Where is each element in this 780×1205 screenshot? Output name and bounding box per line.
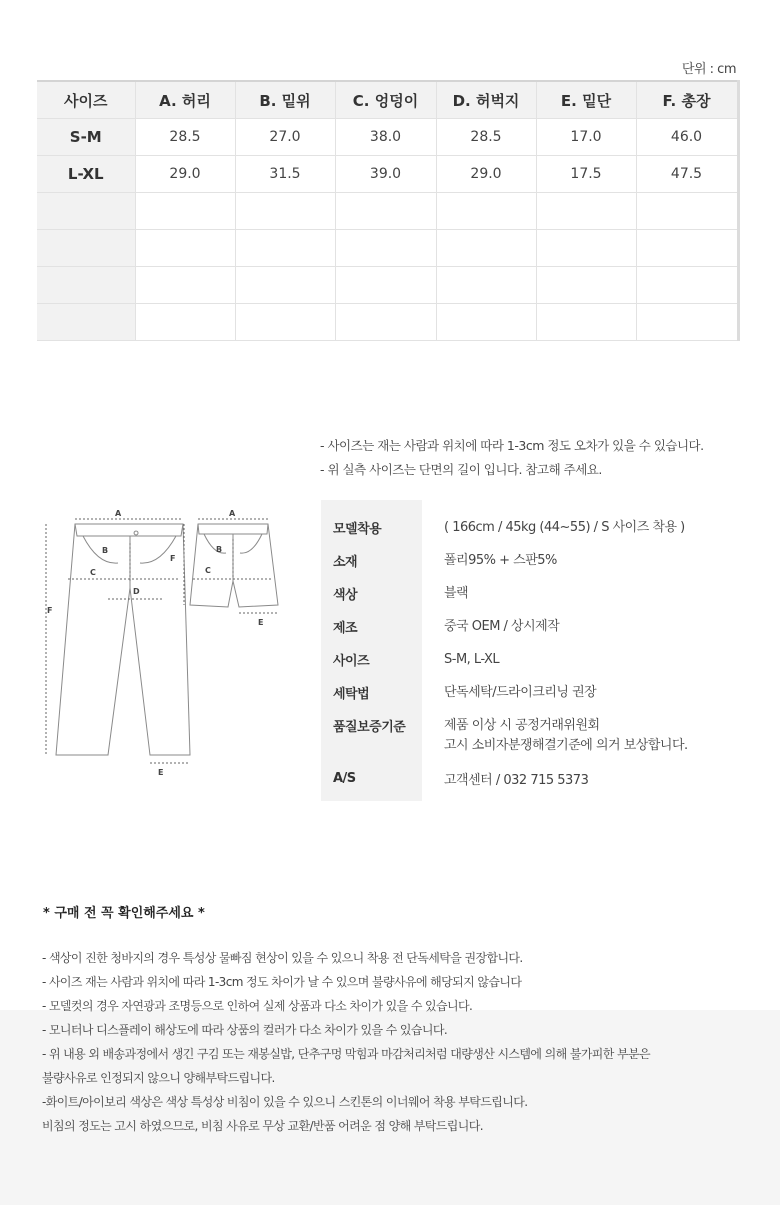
empty-cell <box>335 193 436 230</box>
empty-cell <box>135 267 235 304</box>
empty-cell <box>235 230 335 267</box>
empty-cell <box>235 193 335 230</box>
warranty-line: 제품 이상 시 공정거래위원회 <box>444 718 600 733</box>
info-value: 폴리95% + 스판5% <box>444 553 557 568</box>
empty-table-row <box>37 230 738 267</box>
table-header-row <box>37 81 738 119</box>
header-length: F. 총장 <box>636 81 738 119</box>
empty-table-row <box>37 304 738 341</box>
header-size: 사이즈 <box>37 81 135 119</box>
shorts-pocket <box>204 534 226 553</box>
notice-line: 불량사유로 인정되지 않으니 양해부탁드립니다. <box>42 1071 275 1085</box>
info-value: 블랙 <box>444 586 469 601</box>
size-note: - 위 실측 사이즈는 단면의 길이 입니다. 참고해 주세요. <box>320 462 602 477</box>
info-label: A/S <box>333 771 356 786</box>
empty-cell <box>536 193 636 230</box>
info-value: 고객센터 / 032 715 5373 <box>444 773 589 788</box>
table-cell: 28.5 <box>135 119 235 156</box>
info-value: 단독세탁/드라이크리닝 권장 <box>444 685 597 700</box>
notice-title: * 구매 전 꼭 확인해주세요 * <box>43 906 205 921</box>
info-label: 사이즈 <box>333 654 370 669</box>
empty-cell <box>636 193 738 230</box>
table-cell: 17.0 <box>536 119 636 156</box>
empty-cell <box>135 304 235 341</box>
table-cell: 47.5 <box>636 156 738 193</box>
table-cell: 31.5 <box>235 156 335 193</box>
shorts-outline <box>190 524 278 607</box>
empty-cell <box>37 267 135 304</box>
empty-cell <box>436 267 536 304</box>
info-value <box>444 716 688 756</box>
info-label: 색상 <box>333 588 358 603</box>
unit-label: 단위 : cm <box>681 62 736 77</box>
header-hip: C. 엉덩이 <box>335 81 436 119</box>
notice-line: - 색상이 진한 청바지의 경우 특성상 물빠짐 현상이 있을 수 있으니 착용 전 단독세탁을 권장합니다. <box>42 951 523 965</box>
size-label: S-M <box>37 119 135 156</box>
pants-label-a: A <box>115 509 122 518</box>
empty-table-row <box>37 193 738 230</box>
empty-table-row <box>37 267 738 304</box>
table-cell: 29.0 <box>436 156 536 193</box>
info-value: ( 166cm / 45kg (44~55) / S 사이즈 착용 ) <box>444 520 685 535</box>
pants-button <box>134 531 138 535</box>
shorts-pocket <box>240 534 262 553</box>
table-row <box>37 156 738 193</box>
product-info <box>321 500 741 801</box>
pants-pocket <box>83 536 118 563</box>
shorts-label-e: E <box>258 618 264 627</box>
warranty-line: 고시 소비자분쟁해결기준에 의거 보상합니다. <box>444 738 688 753</box>
table-cell: 27.0 <box>235 119 335 156</box>
empty-cell <box>335 304 436 341</box>
empty-cell <box>235 267 335 304</box>
empty-cell <box>335 230 436 267</box>
pants-label-b: B <box>102 546 109 555</box>
table-cell: 17.5 <box>536 156 636 193</box>
info-value: S-M, L-XL <box>444 652 500 667</box>
shorts-label-c: C <box>205 566 211 575</box>
notice-line: 비침의 정도는 고시 하였으므로, 비침 사유로 무상 교환/반품 어려운 점 양해 부탁드립니다. <box>42 1119 483 1133</box>
empty-cell <box>37 193 135 230</box>
empty-cell <box>636 304 738 341</box>
empty-cell <box>536 230 636 267</box>
empty-cell <box>636 267 738 304</box>
size-note: - 사이즈는 재는 사람과 위치에 따라 1-3cm 정도 오차가 있을 수 있습니다. <box>320 438 704 453</box>
info-label: 소재 <box>333 555 358 570</box>
table-cell: 28.5 <box>436 119 536 156</box>
table-cell: 29.0 <box>135 156 235 193</box>
info-label: 제조 <box>333 621 358 636</box>
notice-line: - 모델컷의 경우 자연광과 조명등으로 인하여 실제 상품과 다소 차이가 있을 수 있습니다. <box>42 999 473 1013</box>
empty-cell <box>636 230 738 267</box>
notice-list <box>42 946 650 1138</box>
size-label: L-XL <box>37 156 135 193</box>
empty-cell <box>536 304 636 341</box>
size-notes <box>320 434 704 482</box>
shorts-label-b: B <box>216 545 223 554</box>
notice-line: - 사이즈 재는 사람과 위치에 따라 1-3cm 정도 차이가 날 수 있으며 불량사유에 해당되지 않습니다 <box>42 975 522 989</box>
pants-label-d: D <box>133 587 140 596</box>
empty-cell <box>235 304 335 341</box>
table-row <box>37 119 738 156</box>
empty-cell <box>135 230 235 267</box>
info-label: 모델착용 <box>333 522 382 537</box>
notice-line: - 위 내용 외 배송과정에서 생긴 구김 또는 재봉실밥, 단추구멍 막힘과 마감처리처럼 대량생산 시스템에 의해 불가피한 부분은 <box>42 1047 650 1061</box>
pants-label-f: F <box>47 606 53 615</box>
empty-cell <box>135 193 235 230</box>
header-hem: E. 밑단 <box>536 81 636 119</box>
notice-line: -화이트/아이보리 색상은 색상 특성상 비침이 있을 수 있으니 스킨톤의 이너웨어 착용 부탁드립니다. <box>42 1095 528 1109</box>
shorts-label-f: F <box>170 554 176 563</box>
empty-cell <box>37 304 135 341</box>
pants-label-e: E <box>158 768 164 777</box>
header-rise: B. 밑위 <box>235 81 335 119</box>
info-label: 세탁법 <box>333 687 370 702</box>
empty-cell <box>335 267 436 304</box>
info-label: 품질보증기준 <box>333 720 406 735</box>
pants-waistband <box>75 524 183 536</box>
pants-label-c: C <box>90 568 96 577</box>
shorts-label-a: A <box>229 509 236 518</box>
notice-line: - 모니터나 디스플레이 해상도에 따라 상품의 컬러가 다소 차이가 있을 수 있습니다. <box>42 1023 448 1037</box>
size-chart-table <box>37 80 740 341</box>
empty-cell <box>436 230 536 267</box>
empty-cell <box>436 193 536 230</box>
empty-cell <box>436 304 536 341</box>
table-cell: 46.0 <box>636 119 738 156</box>
header-thigh: D. 허벅지 <box>436 81 536 119</box>
shorts-waistband <box>198 524 268 534</box>
info-value: 중국 OEM / 상시제작 <box>444 619 560 634</box>
table-cell: 39.0 <box>335 156 436 193</box>
empty-cell <box>37 230 135 267</box>
empty-cell <box>536 267 636 304</box>
measurement-diagram <box>38 505 288 785</box>
table-cell: 38.0 <box>335 119 436 156</box>
header-waist: A. 허리 <box>135 81 235 119</box>
